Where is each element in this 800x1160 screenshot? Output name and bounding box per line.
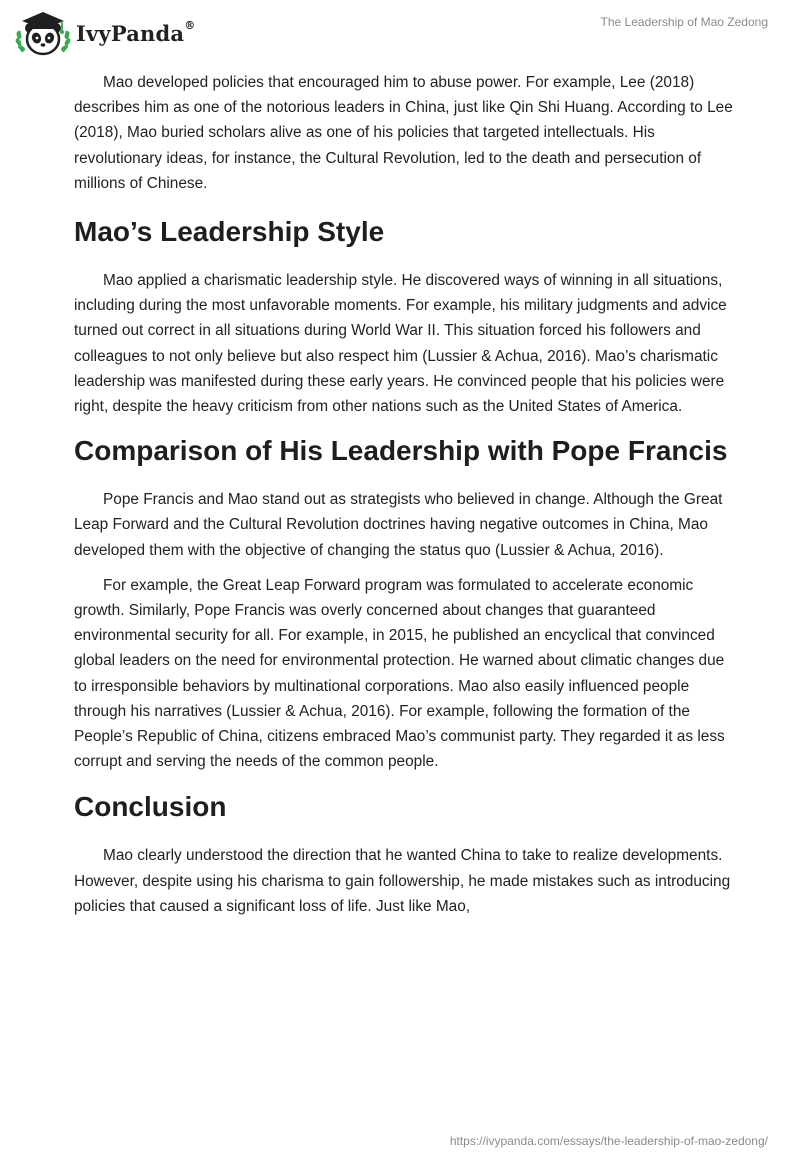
paragraph: For example, the Great Leap Forward program was formulated to accelerate economic growth. Similarly, Pope Francis was overly concerned about changes that guaranteed environmental security for all. For example, in 2015, he published an encyclical that convinced global leaders on the need for environmental protection. He warned about climatic changes due to irresponsible behaviors by multinational corporations. Mao also easily influenced people through his narratives (Lussier & Achua, 2016). For example, following the formation of the People’s Republic of China, citizens embraced Mao’s communist party. They regarded it as less corrupt and serving the needs of the common people. [74, 576, 725, 771]
essay-body [74, 70, 734, 929]
paragraph: Mao developed policies that encouraged him to abuse power. For example, Lee (2018) describes him as one of the notorious leaders in China, just like Qin Shi Huang. According to Lee (2018), Mao buried scholars alive as one of his policies that targeted intellectuals. His revolutionary ideas, for instance, the Cultural Revolution, led to the death and persecution of millions of Chinese. [74, 74, 733, 192]
section-heading: Comparison of His Leadership with Pope Francis [74, 435, 728, 467]
page-header [0, 0, 800, 64]
brand-logo[interactable] [14, 8, 195, 58]
source-url[interactable]: https://ivypanda.com/essays/the-leadership-of-mao-zedong/ [449, 1134, 768, 1148]
paragraph: Mao applied a charismatic leadership style. He discovered ways of winning in all situations, including during the most unfavorable moments. For example, his military judgments and advice turned out correct in all situations during World War II. This situation forced his followers and colleagues to not only believe but also respect him (Lussier & Achua, 2016). Mao’s charismatic leadership was manifested during these early years. He convinced people that his policies were right, despite the heavy criticism from other nations such as the United States of America. [74, 272, 727, 416]
registered-mark: ® [184, 18, 196, 32]
paragraph: Mao clearly understood the direction that he wanted China to take to realize developments. However, despite using his charisma to gain followership, he made mistakes such as introducing policies that caused a significant loss of life. Just like Mao, [74, 847, 731, 915]
section-heading: Mao’s Leadership Style [74, 216, 385, 248]
section-heading: Conclusion [74, 791, 227, 823]
panda-graduation-cap-icon [14, 8, 72, 58]
paragraph: Pope Francis and Mao stand out as strategists who believed in change. Although the Great Leap Forward and the Cultural Revolution doctrines having negative outcomes in China, Mao developed them with the objective of changing the status quo (Lussier & Achua, 2016). [74, 491, 723, 559]
brand-name: IvyPanda® [76, 18, 196, 46]
document-title: The Leadership of Mao Zedong [600, 15, 768, 29]
